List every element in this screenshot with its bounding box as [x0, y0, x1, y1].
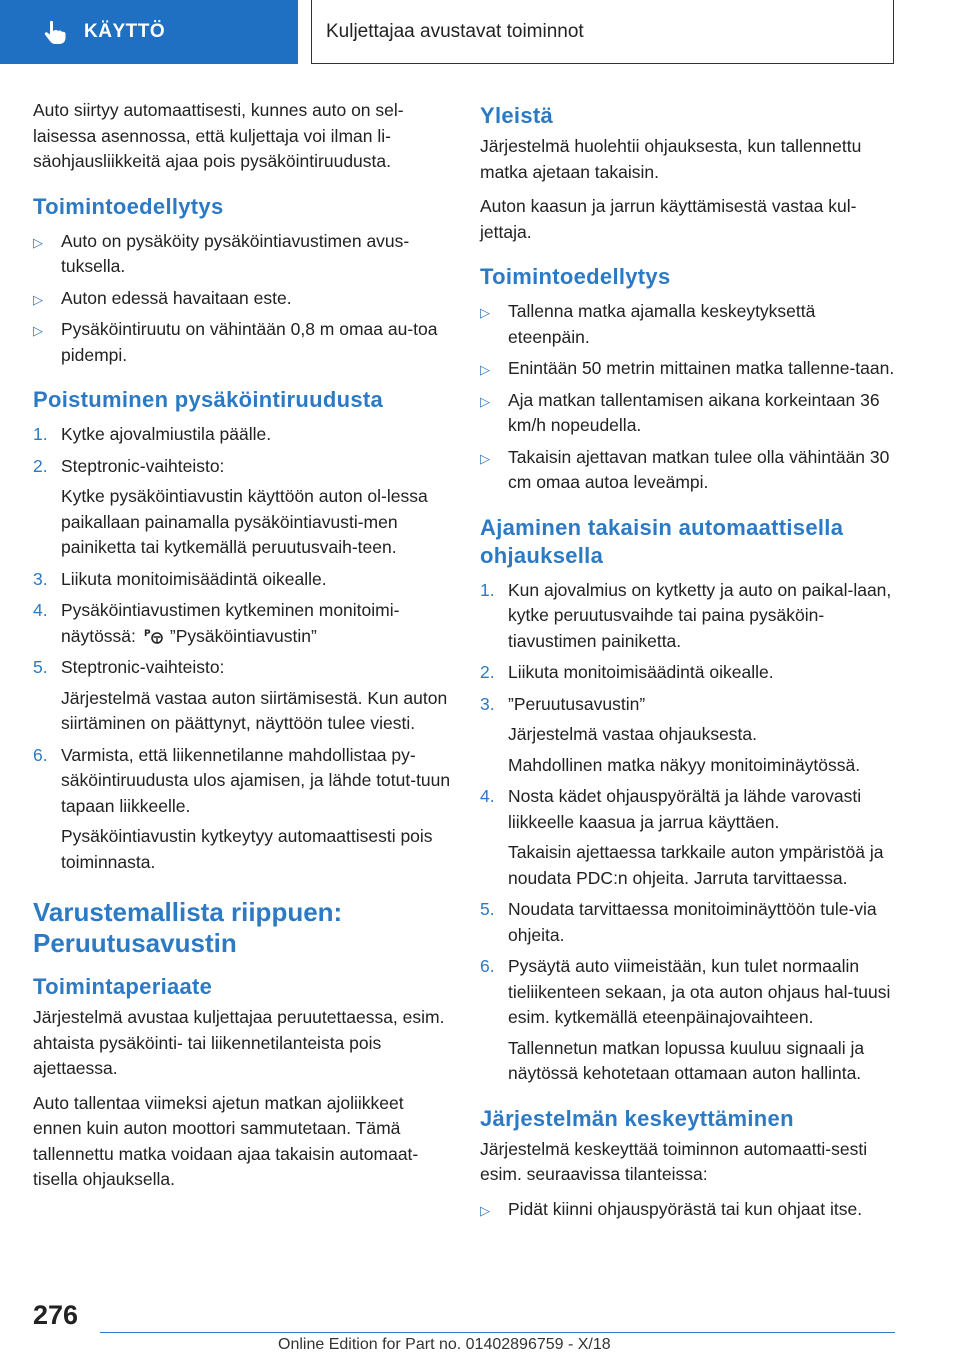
list-item: ▷ Takaisin ajettavan matkan tulee olla vähintään 30 cm omaa autoa leveämpi. [480, 446, 890, 492]
list-item: ▷ Auto on pysäköity pysäköintiavustimen avus-tuksella. [33, 230, 410, 276]
step-item: 1. Kun ajovalmius on kytketty ja auto on paikal-laan, kytke peruutusvaihde tai paina pysäköin-tiavustimen painiketta. [480, 579, 892, 651]
step-item: 6. Varmista, että liikennetilanne mahdollistaa py-säköintiruudusta ulos ajamisen, ja lähde totut-tuun tapaan liikkeelle. Pysäköintiavustin kytkeytyy automaattisesti pois toiminnasta. [33, 743, 451, 876]
general-paragraph-1: Järjestelmä huolehtii ohjauksesta, kun tallennettu matka ajetaan takaisin. [480, 136, 862, 182]
step-item: 3. Liikuta monitoimisäädintä oikealle. [33, 568, 327, 589]
step-detail: Järjestelmä vastaa auton siirtämisestä. Kun auton siirtäminen on päättynyt, näyttöön tulee viesti. [61, 687, 448, 733]
edition-note: Online Edition for Part no. 01402896759 - X/18 [278, 1336, 611, 1353]
list-item: ▷ Auton edessä havaitaan este. [33, 286, 451, 312]
heading-general: Yleistä [480, 103, 554, 128]
heading-prerequisites: Toimintoedellytys [480, 264, 671, 289]
prerequisites-list [480, 299, 898, 496]
list-item: ▷ Aja matkan tallentamisen aikana korkeintaan 36 km/h nopeudella. [480, 389, 880, 435]
header-tab [0, 0, 298, 64]
step-item: 1. Kytke ajovalmiustila päälle. [33, 424, 272, 444]
step-detail: Tallennetun matkan lopussa kuuluu signaali ja näytössä kehotetaan ottamaan auton hallinta. [508, 1037, 865, 1083]
interrupt-list [480, 1197, 898, 1223]
step-detail: Mahdollinen matka näkyy monitoiminäytössä. [508, 754, 861, 775]
step-item: 6. Pysäytä auto viimeistään, kun tulet normaalin tieliikenteen sekaan, ja ota auton ohjaus hal-tuusi esim. kytkemällä eteenpäinajovaihteen. Tallennetun matkan lopussa kuuluu signaali ja näytössä kehotetaan ottamaan auton hallinta. [480, 954, 898, 1087]
footer-divider [100, 1332, 895, 1333]
section-title: Kuljettajaa avustavat toiminnot [326, 20, 584, 42]
principle-paragraph-2: Auto tallentaa viimeksi ajetun matkan ajoliikkeet ennen kuin auton moottori sammutetaan. Tämä tallennettu matka voidaan ajaa takaisin automaat-tisella ohjauksella. [33, 1092, 419, 1189]
triangle-bullet-icon: ▷ [480, 1202, 490, 1218]
heading-auto-steering: Ajaminen takaisin automaattisella ohjauksella [480, 514, 844, 568]
step-item: 4. Nosta kädet ohjauspyörältä ja lähde varovasti liikkeelle kaasua ja jarrua käyttäen. Takaisin ajettaessa tarkkaile auton ympäristöä ja noudata PDC:n ohjeita. Jarruta tarvittaessa. [480, 784, 898, 891]
triangle-bullet-icon: ▷ [480, 362, 490, 377]
principle-paragraph-1: Järjestelmä avustaa kuljettajaa peruutettaessa, esim. ahtaista pysäköinti- tai liikennetilanteista pois ajettaessa. [33, 1007, 445, 1078]
heading-prerequisites: Toimintoedellytys [33, 193, 224, 219]
list-item: ▷ Enintään 50 metrin mittainen matka tallenne-taan. [480, 356, 898, 382]
intro-paragraph: Auto siirtyy automaattisesti, kunnes auto on sel-laisessa asennossa, että kuljettaja voi ilman li-säohjausliikkeitä ajaa pois pysäköintiruudusta. [33, 100, 404, 171]
auto-steps-list [480, 578, 898, 1087]
step-detail: Pysäköintiavustin kytkeytyy automaattisesti pois toiminnasta. [61, 826, 433, 872]
triangle-bullet-icon: ▷ [480, 450, 490, 466]
section-title-box [311, 0, 894, 64]
step-detail: Takaisin ajettaessa tarkkaile auton ympäristöä ja noudata PDC:n ohjeita. Jarruta tarvittaessa. [508, 842, 884, 888]
step-item: 2. Steptronic-vaihteisto: Kytke pysäköintiavustin käyttöön auton ol-lessa paikallaan painamalla pysäköintiavusti-men painiketta tai kytkemällä peruutusvaih-teen. [33, 454, 451, 561]
prerequisites-list [33, 229, 451, 369]
heading-interrupt: Järjestelmän keskeyttäminen [480, 1105, 794, 1131]
triangle-bullet-icon: ▷ [480, 393, 490, 409]
interrupt-paragraph: Järjestelmä keskeyttää toiminnon automaatti-sesti esim. seuraavissa tilanteissa: [480, 1138, 868, 1184]
triangle-bullet-icon: ▷ [33, 234, 43, 250]
chapter-label: KÄYTTÖ [84, 21, 166, 42]
exit-steps-list [33, 422, 451, 875]
left-column [33, 98, 451, 1202]
step-item: 4. Pysäköintiavustimen kytkeminen monitoimi-näytössä: P ”Pysäköintiavustin” [33, 600, 400, 646]
list-item: ▷ Pysäköintiruutu on vähintään 0,8 m omaa au-toa pidempi. [33, 319, 438, 365]
heading-reversing-assistant: Varustemallista riippuen: Peruutusavustin [33, 897, 343, 958]
heading-exit-parking: Poistuminen pysäköintiruudusta [33, 387, 384, 412]
step-detail: Järjestelmä vastaa ohjauksesta. [508, 724, 758, 744]
triangle-bullet-icon: ▷ [480, 305, 490, 320]
page-number: 276 [33, 1300, 79, 1330]
triangle-bullet-icon: ▷ [33, 323, 43, 338]
parking-assistant-icon [144, 627, 164, 645]
svg-text:P: P [143, 628, 151, 639]
touch-hand-icon [42, 19, 68, 45]
general-paragraph-2: Auton kaasun ja jarrun käyttämisestä vastaa kul-jettaja. [480, 196, 857, 242]
right-column [480, 98, 898, 1228]
step-item: 5. Steptronic-vaihteisto: Järjestelmä vastaa auton siirtämisestä. Kun auton siirtäminen on päättynyt, näyttöön tulee viesti. [33, 655, 451, 737]
list-item: ▷ Pidät kiinni ohjauspyörästä tai kun ohjaat itse. [480, 1197, 898, 1223]
list-item: ▷ Tallenna matka ajamalla keskeytyksettä eteenpäin. [480, 301, 816, 347]
triangle-bullet-icon: ▷ [33, 291, 43, 307]
step-item: 5. Noudata tarvittaessa monitoiminäyttöön tule-via ohjeita. [480, 899, 877, 945]
step-item: 3. ”Peruutusavustin” Järjestelmä vastaa ohjauksesta. Mahdollinen matka näkyy monitoiminäytössä. [480, 692, 898, 779]
heading-principle: Toimintaperiaate [33, 974, 213, 999]
step-detail: Kytke pysäköintiavustin käyttöön auton ol-lessa paikallaan painamalla pysäköintiavusti-men painiketta tai kytkemällä peruutusvaih-teen. [61, 486, 428, 557]
step-item: 2. Liikuta monitoimisäädintä oikealle. [480, 662, 774, 682]
